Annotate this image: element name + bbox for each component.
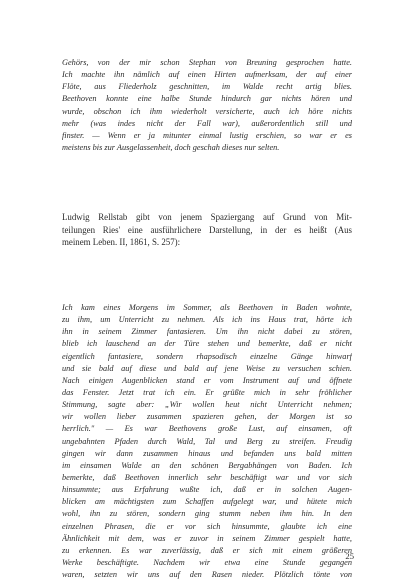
text-line: Werke beschäftigte. Nachdem wir etwa eine Stunde gegangen xyxy=(62,557,352,567)
text-line: ungebahnten Pfaden durch Wald, Tal und Berg zu streifen. Freudig xyxy=(62,436,352,446)
text-line: zu ihm, um Unterricht zu nehmen. Als ich ins Haus trat, hörte ich xyxy=(62,315,352,325)
text-line: ihn in seinem Zimmer fantasieren. Um ihn nicht dabei zu stören, xyxy=(62,327,352,337)
page-number: 25 xyxy=(345,551,354,561)
text-line: im einsamen Walde an den schönen Bergabhängen von Baden. Ich xyxy=(62,460,352,470)
narrative-paragraph xyxy=(62,211,352,249)
text-line: Ludwig Rellstab gibt von jenem Spaziergang auf Grund von Mit- xyxy=(62,212,352,222)
text-line: meinem Leben. II, 1861, S. 257): xyxy=(62,237,181,248)
text-line: waren, setzten wir uns auf den Rasen nieder. Plötzlich tönte von xyxy=(62,570,352,580)
text-line: Ich kam eines Morgens im Sommer, als Beethoven in Baden wohnte, xyxy=(62,303,352,312)
quote-paragraph xyxy=(62,302,352,581)
text-line: hinsummte; aus Erfahrung wußte ich, daß er in solchen Augen- xyxy=(62,485,352,495)
text-line: wir wollen lieber zusammen spazieren gehen, der Morgen ist so xyxy=(62,412,352,422)
text-line: einzelnen Phrasen, die er vor sich hinsummte, glaubte ich eine xyxy=(62,521,352,531)
text-line: teilungen Ries' eine ausführlichere Darstellung, in der es heißt (Aus xyxy=(62,224,352,235)
text-line: Ich machte ihn nämlich auf einen Hirten aufmerksam, der auf einer xyxy=(62,70,352,80)
text-line: wohl, ihn zu stören, sondern ging stumm neben ihm hin. In den xyxy=(62,509,352,519)
text-line: Flöte, aus Fliederholz geschnitten, im Walde recht artig blies. xyxy=(62,82,352,92)
text-line: wurde, obschon ich ihm wiederholt versicherte, auch ich höre nichts xyxy=(62,106,352,116)
text-line: zu erkennen. Es war zuverlässig, daß er sich mit einem größeren xyxy=(62,545,352,555)
text-line: eigentlich fantasiere, sondern rhapsodisch einzelne Gänge hinwarf xyxy=(62,351,352,361)
quote-paragraph-continued xyxy=(62,57,352,154)
text-line: Nach einigen Augenblicken stand er vom Instrument auf und öffnete xyxy=(62,375,352,385)
text-line: gingen wir dann zusammen hinaus und befanden uns bald mitten xyxy=(62,448,352,458)
text-line: Beethoven konnte eine halbe Stunde hindurch gar nichts hören und xyxy=(62,94,352,104)
text-line: blieb ich lauschend an der Türe stehen und bemerkte, daß er nicht xyxy=(62,339,352,349)
text-line: das Fenster. Jetzt trat ich ein. Er grüßte mich in sehr fröhlicher xyxy=(62,387,352,397)
text-line: Ähnlichkeit mit dem, was er zuvor in seinem Zimmer gespielt hatte, xyxy=(62,533,352,543)
text-line: mehr (was indes nicht der Fall war), außerordentlich still und xyxy=(62,118,352,128)
text-line: und sie bald auf diese und bald auf jene Weise zu versuchen schien. xyxy=(62,363,352,373)
text-line: herrlich." — Es war Beethovens große Lust, auf einsamen, oft xyxy=(62,424,352,434)
text-line: meistens bis zur Ausgelassenheit, doch geschah dieses nur selten. xyxy=(62,142,280,152)
text-line: blicken am mächtigsten zum Schaffen aufgelegt war, und hütete mich xyxy=(62,497,352,507)
text-line: finster. — Wenn er ja mitunter einmal lustig erschien, so war er es xyxy=(62,130,352,140)
text-line: Gehörs, von der mir schon Stephan von Breuning gesprochen hatte. xyxy=(62,58,352,67)
text-line: Stimmung, sagte aber: „Wir wollen heut nicht Unterricht nehmen; xyxy=(62,400,352,410)
text-line: bemerkte, daß Beethoven innerlich sehr beschäftigt war und vor sich xyxy=(62,472,352,482)
